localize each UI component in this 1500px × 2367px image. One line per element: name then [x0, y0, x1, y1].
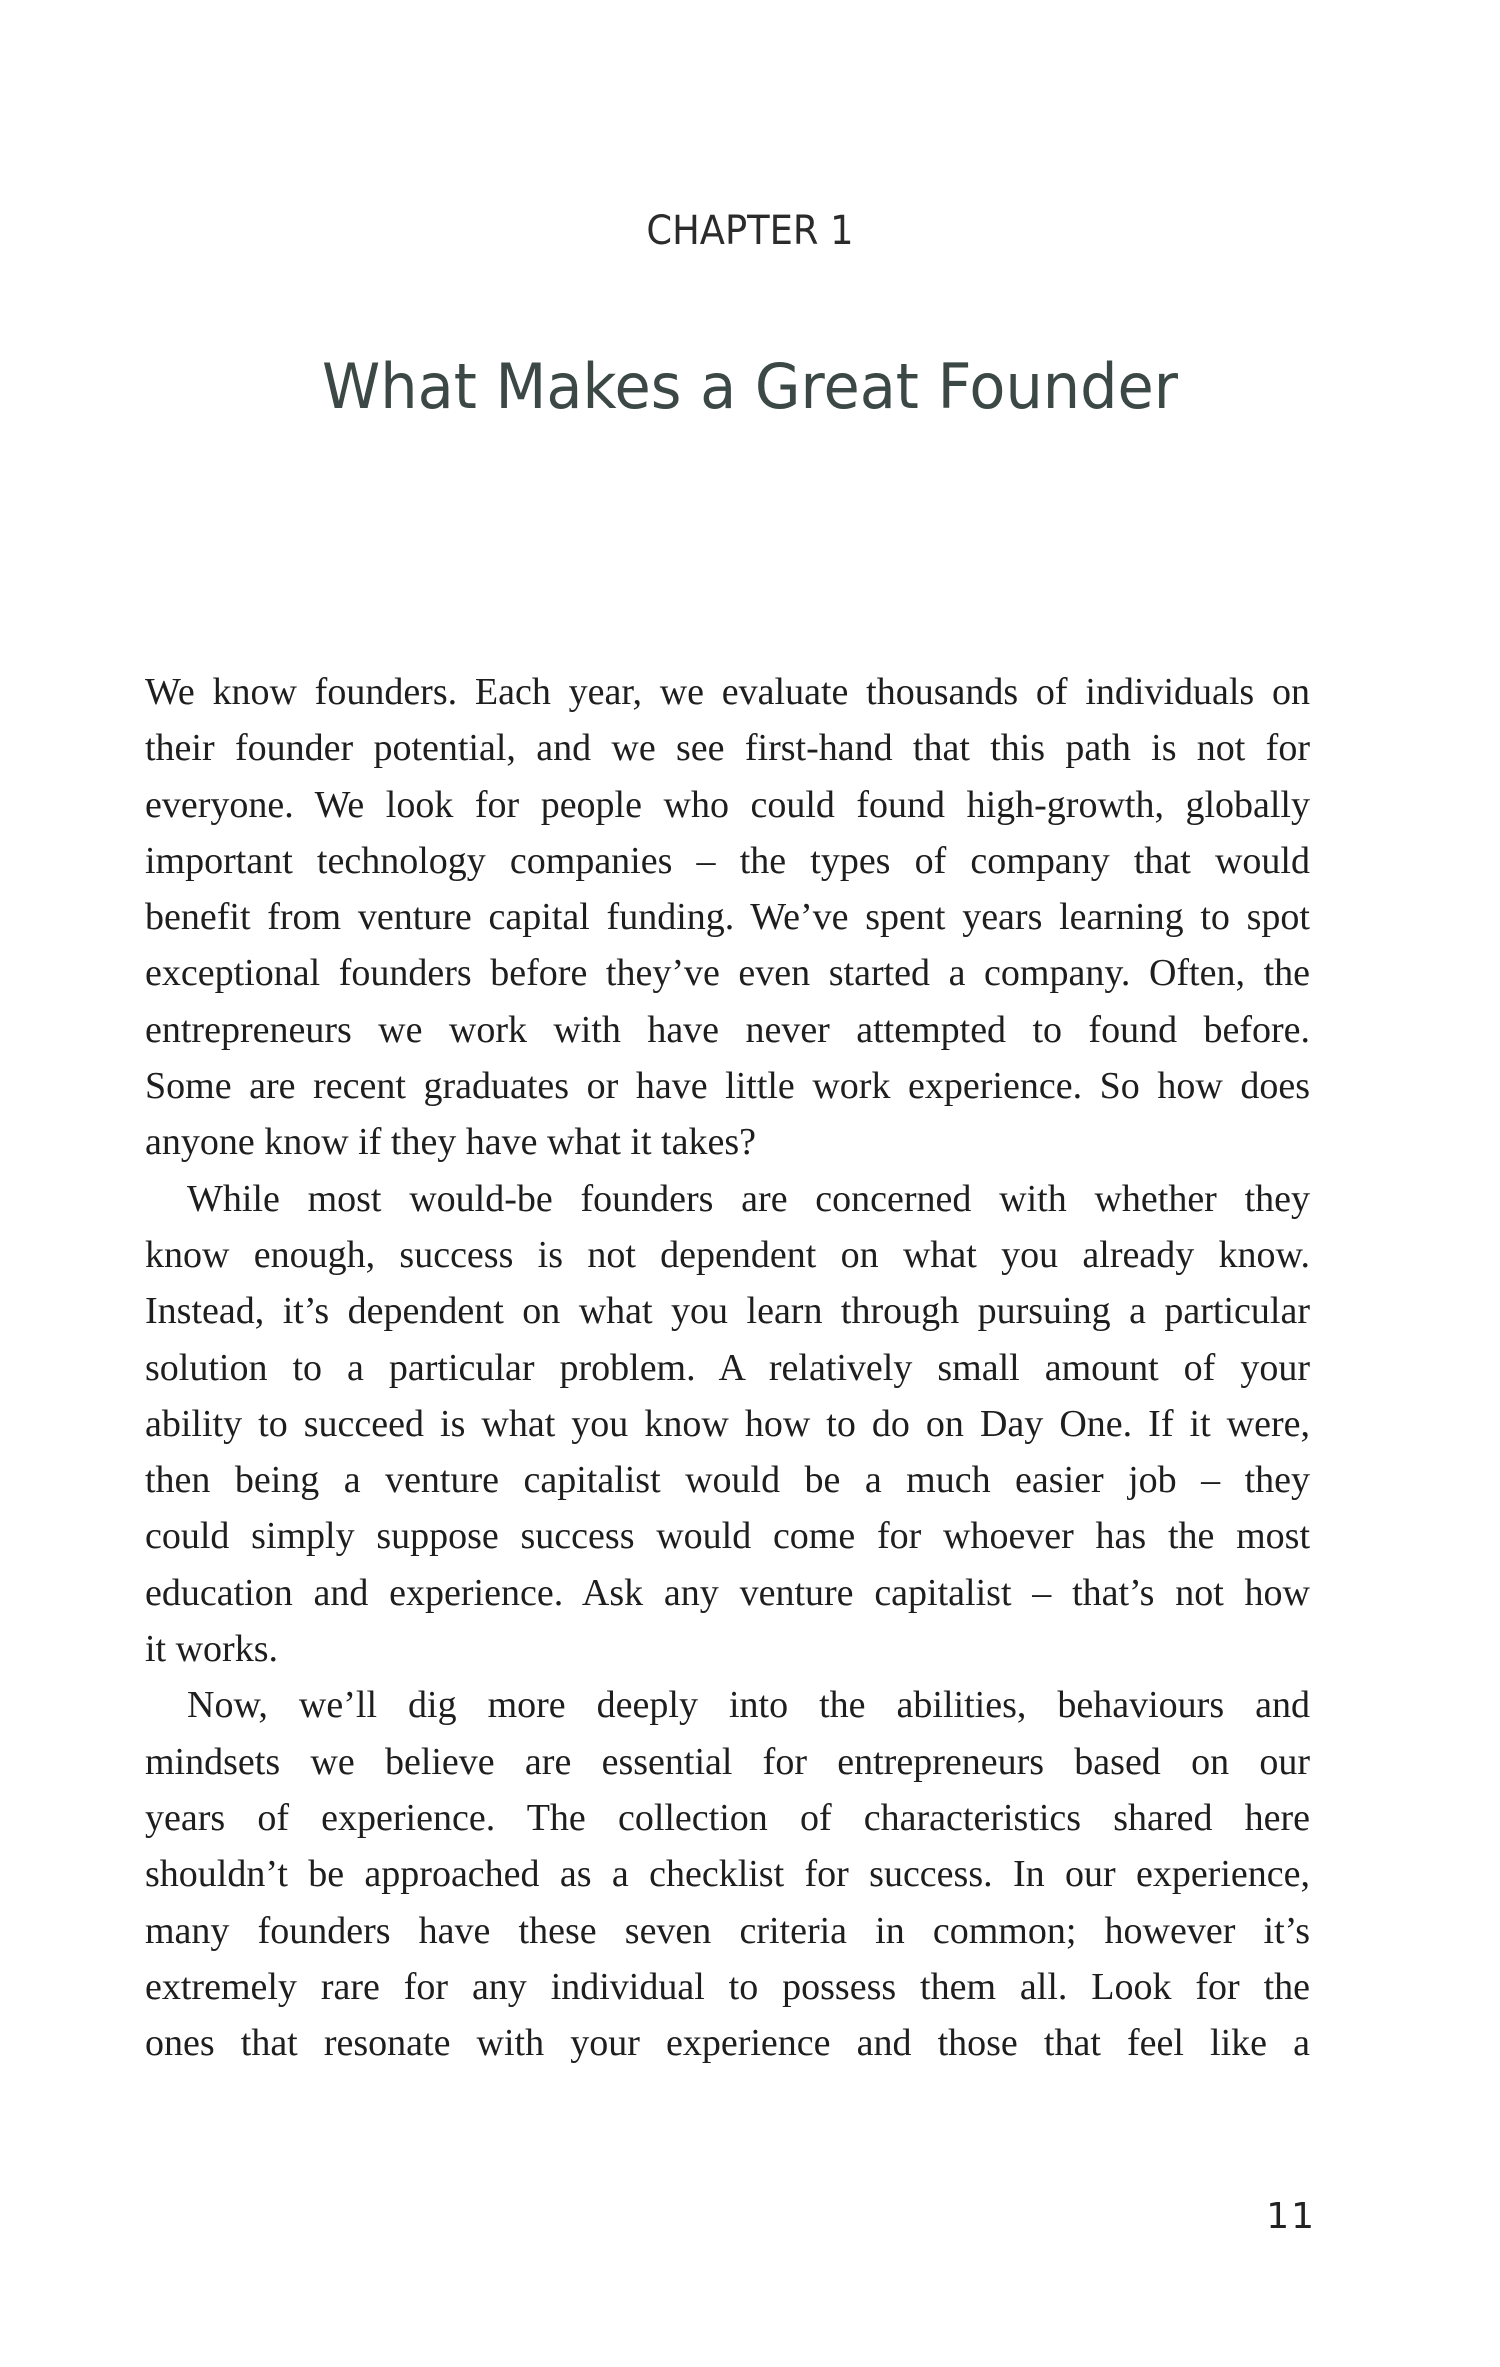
- chapter-title: What Makes a Great Founder: [322, 350, 1178, 423]
- text-line: it works.: [145, 1628, 278, 1671]
- text-line: know enough, success is not dependent on what you already know.: [145, 1233, 1310, 1276]
- text-line: important technology companies – the types of company that would: [145, 839, 1310, 882]
- text-line: their founder potential, and we see first-hand that this path is not for: [145, 727, 1310, 770]
- text-line: Some are recent graduates or have little work experience. So how does: [145, 1065, 1310, 1108]
- text-line: mindsets we believe are essential for entrepreneurs based on our: [145, 1740, 1310, 1783]
- body-text: [145, 664, 1310, 2071]
- text-line: entrepreneurs we work with have never attempted to found before.: [145, 1008, 1310, 1051]
- text-line: Now, we’ll dig more deeply into the abilities, behaviours and: [187, 1684, 1310, 1727]
- page-number: 11: [1266, 2196, 1316, 2237]
- text-line: years of experience. The collection of characteristics shared here: [145, 1796, 1310, 1839]
- text-line: We know founders. Each year, we evaluate thousands of individuals on: [145, 671, 1310, 713]
- text-line: anyone know if they have what it takes?: [145, 1121, 756, 1164]
- chapter-label: CHAPTER 1: [646, 208, 854, 254]
- text-line: Instead, it’s dependent on what you learn through pursuing a particular: [145, 1290, 1310, 1333]
- text-line: then being a venture capitalist would be a much easier job – they: [145, 1459, 1310, 1502]
- paragraph: [145, 1677, 1310, 2071]
- text-line: While most would-be founders are concerned with whether they: [187, 1177, 1310, 1220]
- text-line: shouldn’t be approached as a checklist for success. In our experience,: [145, 1853, 1310, 1896]
- paragraph: [145, 1171, 1310, 1678]
- text-line: extremely rare for any individual to possess them all. Look for the: [145, 1965, 1310, 2008]
- text-line: everyone. We look for people who could found high-growth, globally: [145, 783, 1310, 826]
- text-line: many founders have these seven criteria in common; however it’s: [145, 1909, 1310, 1952]
- text-line: exceptional founders before they’ve even started a company. Often, the: [145, 952, 1310, 995]
- text-line: ones that resonate with your experience and those that feel like a: [145, 2022, 1310, 2065]
- text-line: education and experience. Ask any venture capitalist – that’s not how: [145, 1571, 1310, 1614]
- text-line: solution to a particular problem. A relatively small amount of your: [145, 1346, 1310, 1389]
- text-line: ability to succeed is what you know how to do on Day One. If it were,: [145, 1402, 1310, 1445]
- text-line: could simply suppose success would come for whoever has the most: [145, 1515, 1310, 1558]
- paragraph: [145, 664, 1310, 1171]
- text-line: benefit from venture capital funding. We’ve spent years learning to spot: [145, 896, 1310, 939]
